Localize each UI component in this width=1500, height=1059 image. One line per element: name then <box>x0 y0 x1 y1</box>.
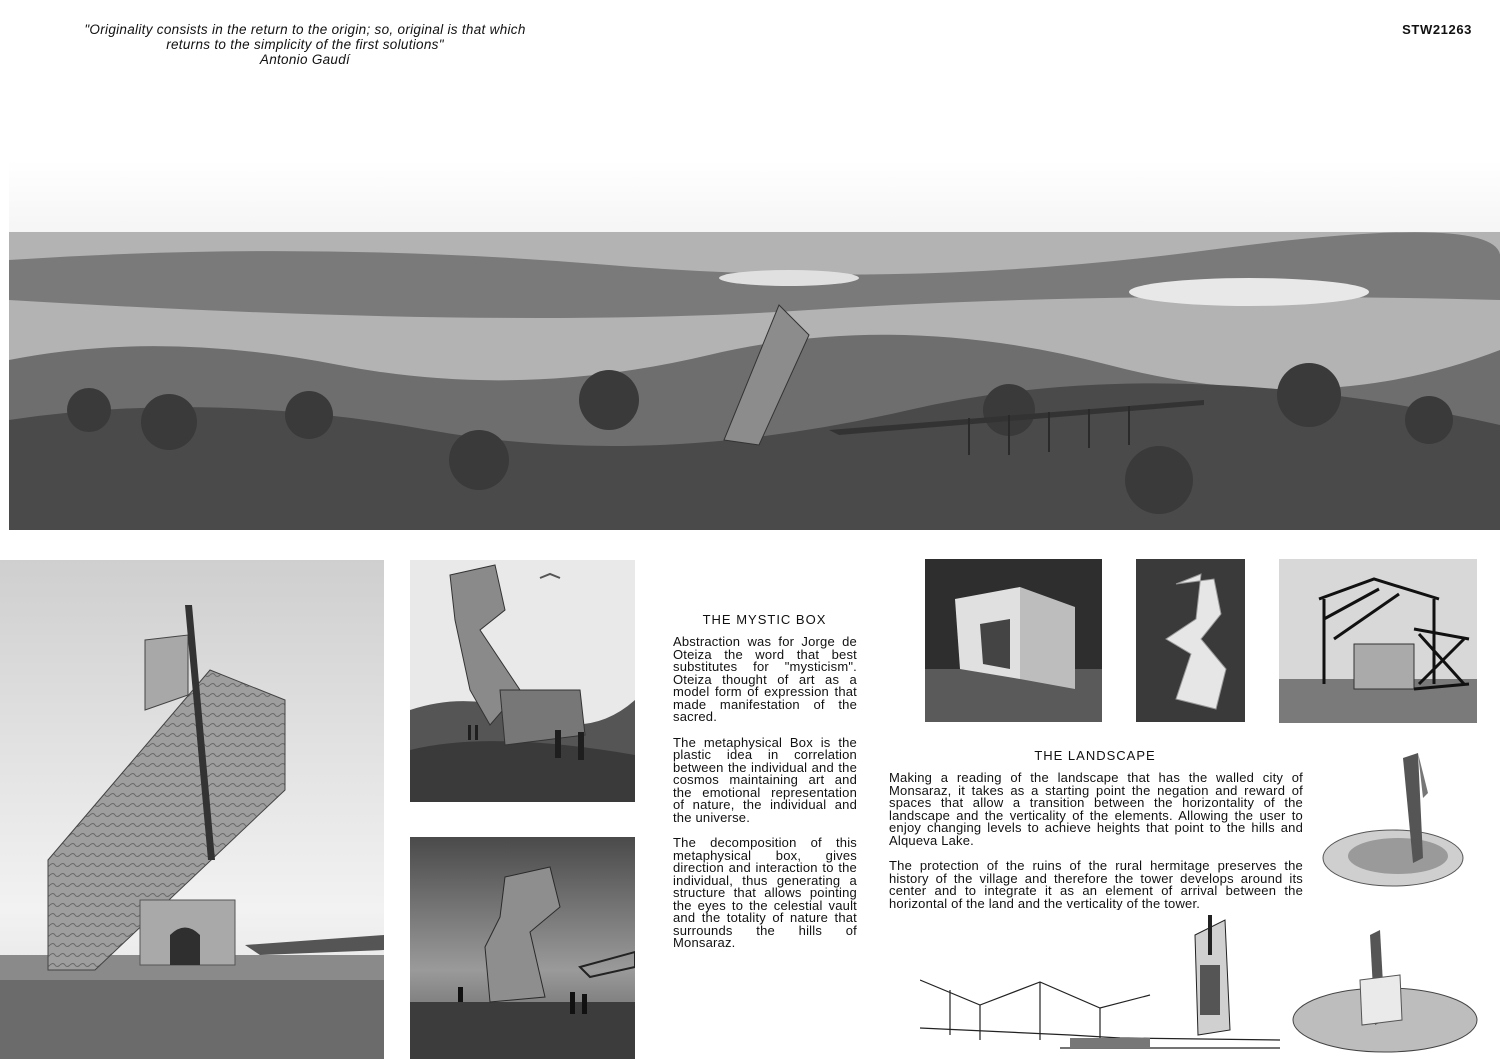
folded-tower-model-image <box>1136 559 1245 722</box>
quote-line-1: "Originality consists in the return to the origin; so, original is that which <box>84 22 526 37</box>
gaudi-quote <box>40 22 570 67</box>
landscape-title: THE LANDSCAPE <box>1034 748 1156 763</box>
landscape-paragraph-2: The protection of the ruins of the rural hermitage preserves the history of the village and therefore the tower develops around its center and to integrate it as an element of arrival between the horizontal of the land and the verticality of the tower. <box>889 858 1303 911</box>
mystic-box-paragraph-1: Abstraction was for Jorge de Oteiza the word that best substitutes for "mysticism". Oteiza thought of art as a model form of expression that made manifestation of the sacred. <box>673 634 857 724</box>
tower-dusk-image <box>410 837 635 1059</box>
tower-walkers-image <box>410 560 635 802</box>
tower-model-base-image <box>1290 920 1478 1059</box>
mystic-box-title: THE MYSTIC BOX <box>702 612 827 627</box>
site-section-image <box>920 910 1280 1059</box>
mystic-box-text <box>673 636 857 963</box>
mystic-box-paragraph-3: The decomposition of this metaphysical box, gives direction and interaction to the individual, thus generating a structure that allows pointing the eyes to the celestial vault and the totality of nature that surrounds the hills of Monsaraz. <box>673 835 857 950</box>
landscape-text <box>889 772 1303 923</box>
hermitage-sketch-image <box>1279 559 1477 723</box>
quote-line-2: returns to the simplicity of the first solutions" <box>166 37 444 52</box>
landscape-panorama-image <box>9 160 1500 530</box>
quote-author: Antonio Gaudí <box>259 52 351 67</box>
tower-render-image <box>0 560 384 1059</box>
tower-model-side-image <box>1318 748 1478 906</box>
mystic-box-paragraph-2: The metaphysical Box is the plastic idea in correlation between the individual and the cosmos maintaining art and the emotional representation of nature, the individual and the universe. <box>673 734 857 825</box>
folded-box-model-image <box>925 559 1102 722</box>
project-code: STW21263 <box>1402 22 1472 37</box>
landscape-paragraph-1: Making a reading of the landscape that has the walled city of Monsaraz, it takes as a starting point the negation and reward of spaces that allow a transition between the horizontality of the landscape and the verticality of the elements. Allowing the user to enjoy changing levels to achieve heights that point to the hills and Alqueva Lake. <box>889 770 1303 848</box>
